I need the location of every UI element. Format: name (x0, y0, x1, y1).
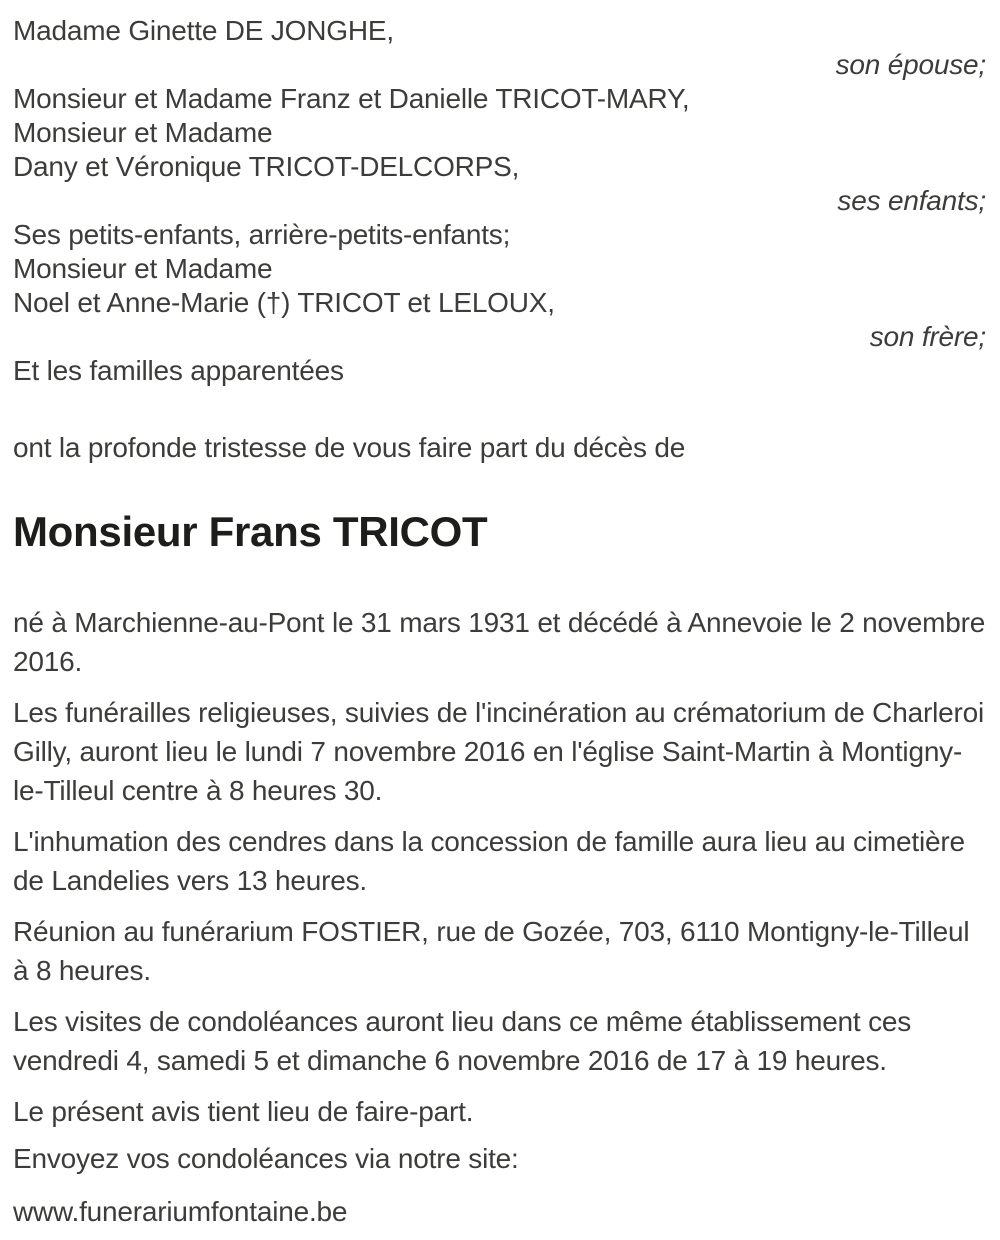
family-line-wife: Madame Ginette DE JONGHE, (13, 15, 394, 46)
paragraph-burial: L'inhumation des cendres dans la concession de famille aura lieu au cimetière de Landelies vers 13 heures. (13, 826, 965, 896)
relation-label-spouse: son épouse; (835, 49, 986, 80)
family-line-brother-2: Noel et Anne-Marie (†) TRICOT et LELOUX, (13, 287, 555, 318)
family-line-children-1: Monsieur et Madame Franz et Danielle TRICOT-MARY, (13, 83, 690, 114)
family-line-grandchildren: Ses petits-enfants, arrière-petits-enfants; (13, 219, 511, 250)
paragraph-condolence-visits: Les visites de condoléances auront lieu dans ce même établissement ces vendredi 4, samedi 5 et dimanche 6 novembre 2016 de 17 à 19 heures. (13, 1006, 912, 1076)
website-url[interactable]: www.funerariumfontaine.be (13, 1196, 348, 1227)
family-section (13, 14, 986, 388)
paragraph-meeting-point: Réunion au funérarium FOSTIER, rue de Gozée, 703, 6110 Montigny-le-Tilleul à 8 heures. (13, 916, 970, 986)
intro-text: ont la profonde tristesse de vous faire part du décès de (13, 432, 686, 463)
paragraph-funeral-service: Les funérailles religieuses, suivies de l'incinération au crématorium de Charleroi Gilly, auront lieu le lundi 7 novembre 2016 en l'église Saint-Martin à Montigny-le-Tilleul centre à 8 heures 30. (13, 697, 984, 806)
relation-label-brother: son frère; (869, 321, 986, 352)
family-line-children-2: Monsieur et Madame (13, 117, 273, 148)
relation-label-children: ses enfants; (837, 185, 986, 216)
paragraph-birth-death: né à Marchienne-au-Pont le 31 mars 1931 et décédé à Annevoie le 2 novembre 2016. (13, 607, 986, 677)
deceased-name-heading: Monsieur Frans TRICOT (13, 508, 488, 555)
paragraph-notice-statement: Le présent avis tient lieu de faire-part. (13, 1096, 474, 1127)
family-line-children-3: Dany et Véronique TRICOT-DELCORPS, (13, 151, 520, 182)
family-line-related-families: Et les familles apparentées (13, 355, 344, 386)
family-line-brother-1: Monsieur et Madame (13, 253, 273, 284)
paragraph-condolences-invite: Envoyez vos condoléances via notre site: (13, 1143, 519, 1174)
